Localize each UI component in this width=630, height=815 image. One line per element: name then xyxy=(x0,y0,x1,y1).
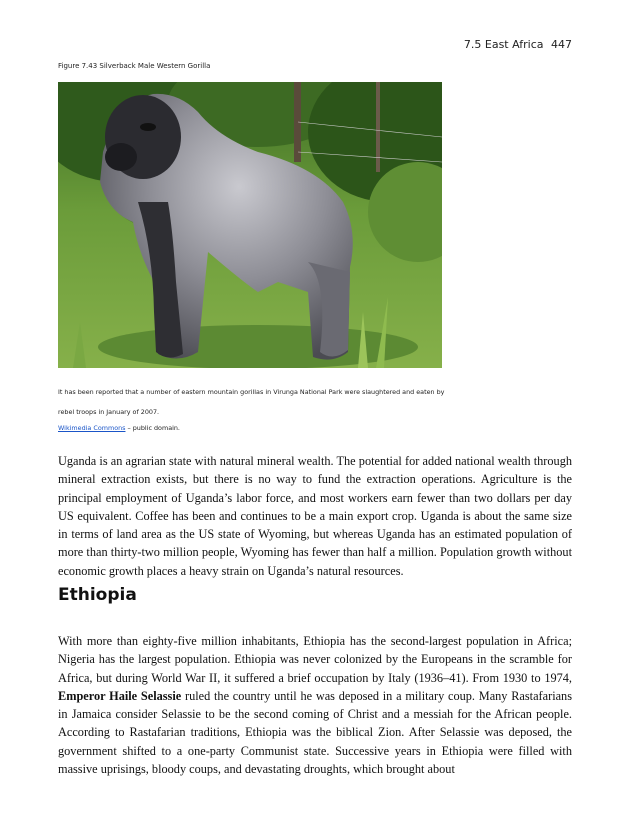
gorilla-photo xyxy=(58,82,442,368)
ethiopia-text-end: ruled the country until he was deposed in a military coup. Many Rastafarians in Jamaica consider Selassie to be the second coming of Christ and a messiah for the African people. According to Rastafarian traditions, Ethiopia was the biblical Zion. After Selassie was deposed, the government shifted to a one-party Communist state. Successive years in Ethiopia were filled with massive uprisings, bloody coups, and devastating droughts, which brought about xyxy=(58,688,572,777)
credit-suffix: – public domain. xyxy=(125,424,180,432)
uganda-paragraph: Uganda is an agrarian state with natural mineral wealth. The potential for added national wealth through mineral extraction exists, but there is no way to fund the extraction operations. Agriculture is the principal employment of Uganda’s labor force, and most workers earn fewer than two dollars per day US equivalent. Coffee has been and continues to be a main export crop. Uganda is about the same size in terms of land area as the US state of Wyoming, but whereas Uganda has an estimated population of more than thirty-two million people, Wyoming has fewer than half a million. Population growth without economic growth places a heavy strain on Uganda’s natural resources. xyxy=(58,454,572,578)
section-heading-ethiopia: Ethiopia xyxy=(58,585,137,605)
figure-title: Figure 7.43 Silverback Male Western Gorilla xyxy=(58,62,211,70)
figure-credit xyxy=(58,424,180,432)
figure-caption: It has been reported that a number of eastern mountain gorillas in Virunga National Park were slaughtered and eaten by rebel troops in January of 2007. xyxy=(58,388,445,416)
ethiopia-text-start: With more than eighty-five million inhabitants, Ethiopia has the second-largest population in Africa; Nigeria has the largest population. Ethiopia was never colonized by the Europeans in the scramble for Africa, but during World War II, it suffered a brief occupation by Italy (1936–41). From 1930 to 1974, xyxy=(58,634,572,685)
header-section-title: 7.5 East Africa xyxy=(463,38,544,51)
key-term-haile-selassie: Emperor Haile Selassie xyxy=(58,688,182,703)
wikimedia-commons-link[interactable]: Wikimedia Commons xyxy=(58,424,126,432)
running-header xyxy=(464,38,572,51)
ethiopia-paragraph xyxy=(58,632,572,778)
page-number: 447 xyxy=(551,38,572,51)
